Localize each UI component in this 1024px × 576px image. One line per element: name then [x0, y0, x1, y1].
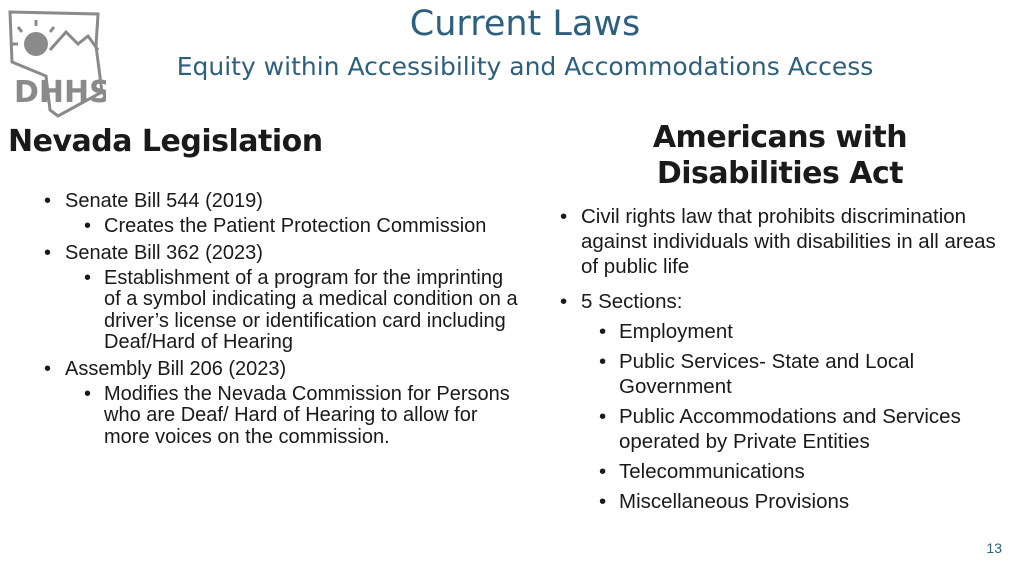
- list-subitem: • Establishment of a program for the imprinting of a symbol indicating a medical condition on a driver’s license or identification card including Deaf/Hard of Hearing: [84, 268, 524, 354]
- nevada-legislation-list: [44, 186, 524, 448]
- page-number: 13: [986, 540, 1002, 556]
- page-title: Current Laws: [409, 4, 641, 44]
- page-subtitle: Equity within Accessibility and Accommodations Access: [176, 52, 874, 81]
- ada-heading: Americans with Disabilities Act: [652, 120, 908, 191]
- list-subitem: • Public Accommodations and Services operated by Private Entities: [599, 404, 1010, 454]
- list-subitem: • Miscellaneous Provisions: [599, 489, 1010, 514]
- list-subitem: • Employment: [599, 319, 1010, 344]
- list-subitem: • Telecommunications: [599, 459, 1010, 484]
- logo-text: DHHS: [14, 75, 106, 110]
- list-subitem: • Creates the Patient Protection Commission: [84, 216, 524, 238]
- list-item: • 5 Sections:: [560, 289, 1010, 314]
- list-item: • Senate Bill 544 (2019): [44, 190, 524, 212]
- ada-list: [560, 204, 1010, 514]
- dhhs-logo: [6, 6, 106, 118]
- list-subitem: • Modifies the Nevada Commission for Persons who are Deaf/ Hard of Hearing to allow for more voices on the commission.: [84, 384, 524, 449]
- list-item: • Civil rights law that prohibits discrimination against individuals with disabilities in all areas of public life: [560, 204, 1010, 279]
- list-item: • Senate Bill 362 (2023): [44, 242, 524, 264]
- list-subitem: • Public Services- State and Local Government: [599, 349, 1010, 399]
- list-item: • Assembly Bill 206 (2023): [44, 358, 524, 380]
- nevada-legislation-heading: Nevada Legislation: [8, 124, 323, 159]
